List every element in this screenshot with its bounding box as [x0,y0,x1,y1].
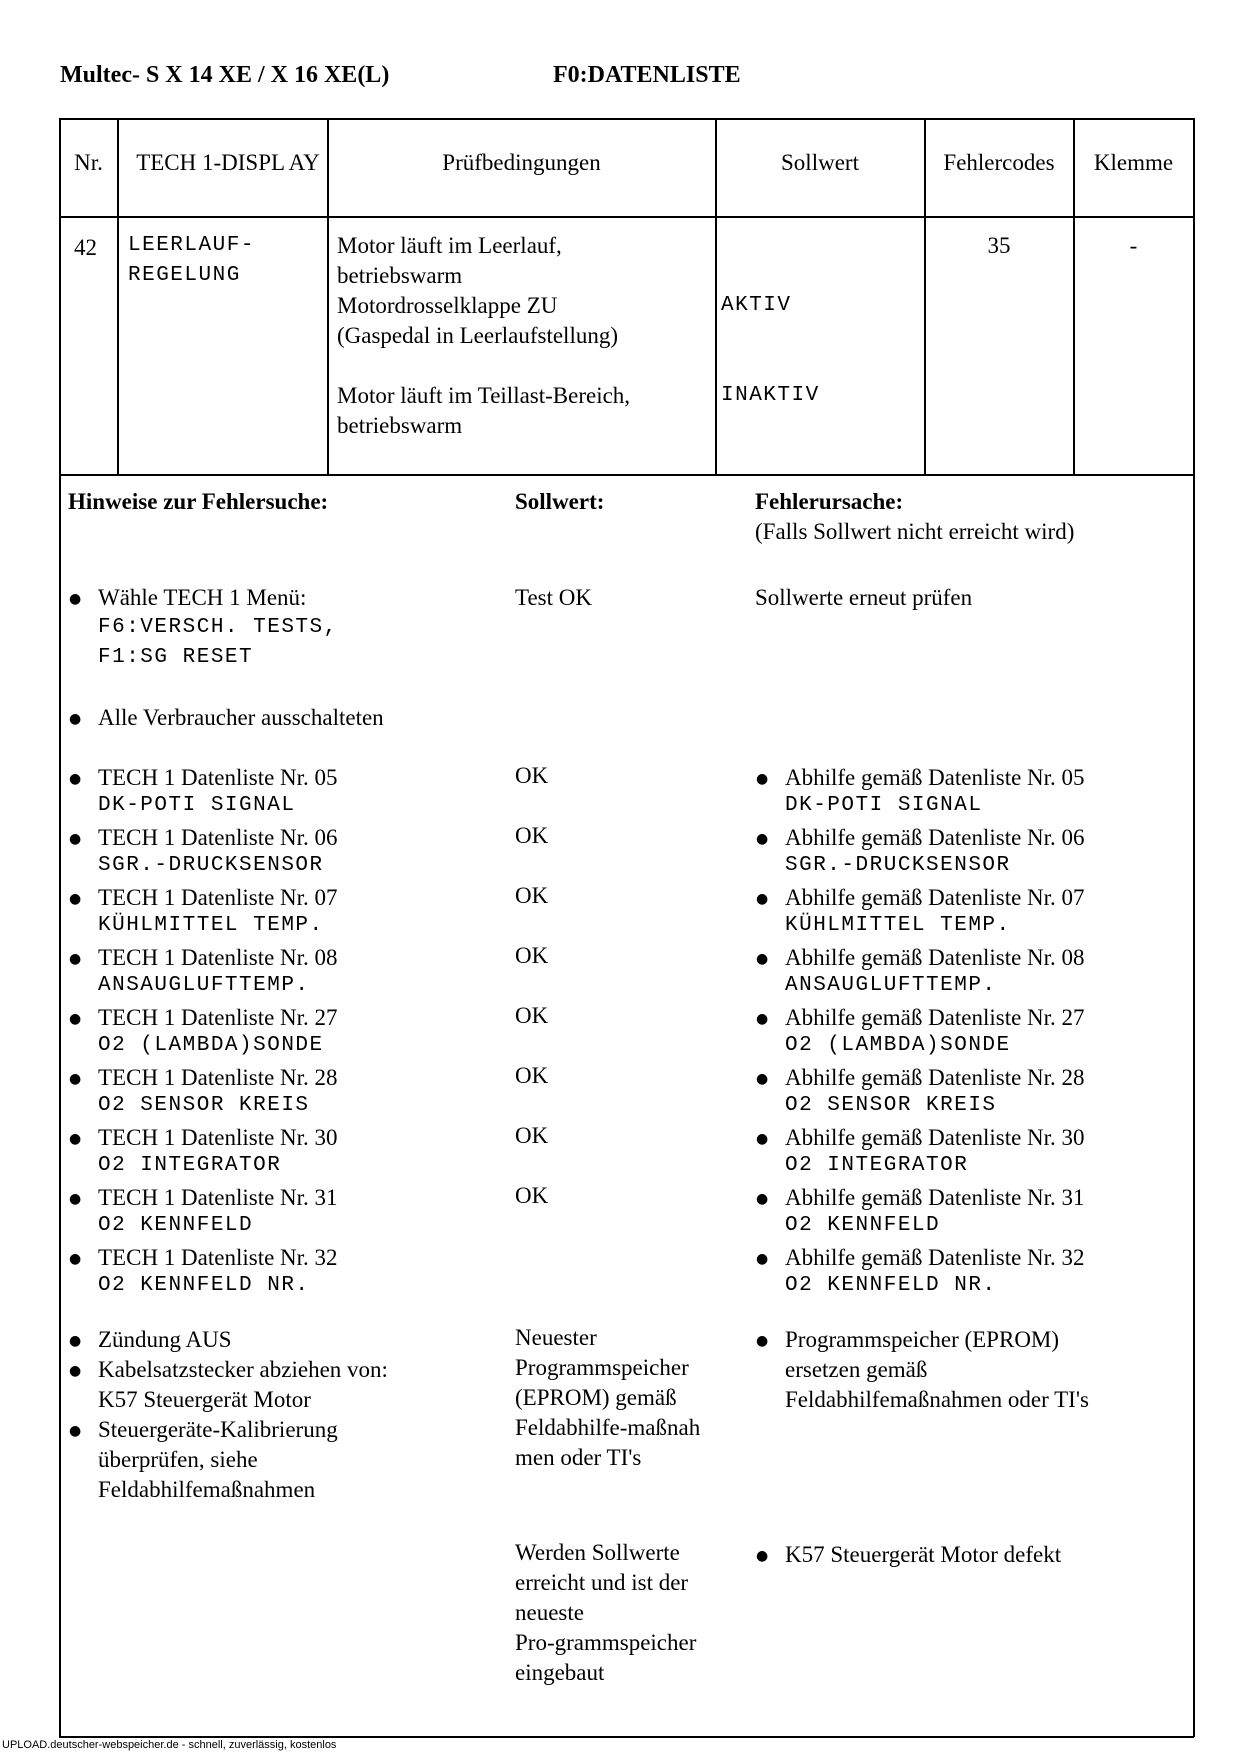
datalist-item-sollwert: OK [515,1063,549,1088]
bullet-icon: ● [756,771,769,787]
bullet-icon: ● [69,591,82,607]
datalist-item-label: TECH 1 Datenliste Nr. 31 [98,1185,338,1210]
document-title: Multec- S X 14 XE / X 16 XE(L) [60,62,390,88]
ignition-sollwert: Programmspeicher [515,1355,689,1380]
datalist-item-label: TECH 1 Datenliste Nr. 05 [98,765,338,790]
bullet-icon: ● [756,1011,769,1027]
section-title: F0:DATENLISTE [553,62,741,88]
condition-line: (Gaspedal in Leerlaufstellung) [337,323,618,348]
datalist-item-code: ANSAUGLUFTTEMP. [98,974,310,997]
ignition-sollwert: (EPROM) gemäß [515,1385,677,1410]
condition-line: Motor läuft im Leerlauf, [337,233,562,258]
ignition-step: K57 Steuergerät Motor [98,1387,311,1412]
datalist-item-code: O2 KENNFELD [98,1214,254,1237]
datalist-item-sollwert: OK [515,943,549,968]
row-display-line2: REGELUNG [128,264,241,287]
datalist-item-code: O2 SENSOR KREIS [98,1094,310,1117]
ignition-cause: Feldabhilfemaßnahmen oder TI's [785,1387,1089,1412]
final-sollwert: eingebaut [515,1660,605,1685]
final-sollwert: Pro-grammspeicher [515,1630,697,1655]
bullet-icon: ● [69,771,82,787]
bullet-icon: ● [69,951,82,967]
bullet-icon: ● [756,831,769,847]
sollwert-aktiv: AKTIV [721,294,792,317]
cause-subheader: (Falls Sollwert nicht erreicht wird) [755,519,1075,544]
datalist-item-code: O2 KENNFELD NR. [98,1274,310,1297]
menu-step-label: Wähle TECH 1 Menü: [98,585,307,610]
datalist-item-cause: Abhilfe gemäß Datenliste Nr. 07 [785,885,1085,910]
datalist-item-sollwert: OK [515,1003,549,1028]
datalist-item-cause-code: SGR.-DRUCKSENSOR [785,854,1011,877]
final-sollwert: Werden Sollwerte [515,1540,680,1565]
sollwert-header: Sollwert: [515,489,605,514]
cause-header: Fehlerursache: [755,489,904,514]
datalist-item-cause: Abhilfe gemäß Datenliste Nr. 06 [785,825,1085,850]
datalist-item-label: TECH 1 Datenliste Nr. 07 [98,885,338,910]
ignition-step: Zündung AUS [98,1327,232,1352]
final-sollwert: erreicht und ist der [515,1570,689,1595]
bullet-icon: ● [69,1191,82,1207]
bullet-icon: ● [69,891,82,907]
ignition-step: Feldabhilfemaßnahmen [98,1477,316,1502]
col-header-nr: Nr. [74,150,103,175]
datalist-item-cause-code: ANSAUGLUFTTEMP. [785,974,997,997]
ignition-cause: Programmspeicher (EPROM) [785,1327,1060,1352]
datalist-item-cause-code: O2 INTEGRATOR [785,1154,969,1177]
datalist-item-sollwert: OK [515,1183,549,1208]
condition-line: Motordrosselklappe ZU [337,293,558,318]
datalist-item-label: TECH 1 Datenliste Nr. 32 [98,1245,338,1270]
ignition-cause: ersetzen gemäß [785,1357,928,1382]
row-nr: 42 [74,235,97,260]
datalist-item-label: TECH 1 Datenliste Nr. 06 [98,825,338,850]
datalist-item-sollwert: OK [515,883,549,908]
ignition-step: Steuergeräte-Kalibrierung [98,1417,338,1442]
datalist-item-code: SGR.-DRUCKSENSOR [98,854,324,877]
ignition-sollwert: Feldabhilfe-maßnah [515,1415,701,1440]
datalist-item-cause: Abhilfe gemäß Datenliste Nr. 08 [785,945,1085,970]
datalist-item-cause: Abhilfe gemäß Datenliste Nr. 30 [785,1125,1085,1150]
datalist-item-cause-code: O2 KENNFELD NR. [785,1274,997,1297]
ignition-sollwert: men oder TI's [515,1445,642,1470]
ignition-step: Kabelsatzstecker abziehen von: [98,1357,388,1382]
bullet-icon: ● [69,1333,82,1349]
ignition-step: überprüfen, siehe [98,1447,258,1472]
datalist-item-code: DK-POTI SIGNAL [98,794,296,817]
bullet-icon: ● [756,1071,769,1087]
datalist-item-cause-code: O2 KENNFELD [785,1214,941,1237]
datalist-item-code: KÜHLMITTEL TEMP. [98,914,324,937]
bullet-icon: ● [69,831,82,847]
datalist-item-cause: Abhilfe gemäß Datenliste Nr. 27 [785,1005,1085,1030]
row-fehlercode: 35 [987,233,1011,258]
bullet-icon: ● [756,1333,769,1349]
bullet-icon: ● [756,1548,769,1564]
datalist-item-cause-code: KÜHLMITTEL TEMP. [785,914,1011,937]
datalist-item-cause: Abhilfe gemäß Datenliste Nr. 05 [785,765,1085,790]
bullet-icon: ● [756,1131,769,1147]
col-header-sollwert: Sollwert [781,150,859,175]
bullet-icon: ● [756,1191,769,1207]
menu-step-code: F6:VERSCH. TESTS, [98,616,338,639]
datalist-item-cause-code: O2 (LAMBDA)SONDE [785,1034,1011,1057]
col-header-display: TECH 1-DISPL AY [136,150,320,175]
datalist-item-sollwert: OK [515,1123,549,1148]
datalist-item-sollwert: OK [515,763,549,788]
datalist-item-cause: Abhilfe gemäß Datenliste Nr. 28 [785,1065,1085,1090]
row-klemme: - [1129,233,1138,258]
bullet-icon: ● [756,1251,769,1267]
datalist-item-code: O2 (LAMBDA)SONDE [98,1034,324,1057]
bullet-icon: ● [756,891,769,907]
condition-line: betriebswarm [337,413,463,438]
bullet-icon: ● [69,1363,82,1379]
datalist-item-cause: Abhilfe gemäß Datenliste Nr. 31 [785,1185,1085,1210]
bullet-icon: ● [69,1131,82,1147]
final-sollwert: neueste [515,1600,584,1625]
bullet-icon: ● [69,1251,82,1267]
datalist-item-label: TECH 1 Datenliste Nr. 28 [98,1065,338,1090]
bullet-icon: ● [69,1423,82,1439]
final-cause: K57 Steuergerät Motor defekt [785,1542,1062,1567]
datalist-item-label: TECH 1 Datenliste Nr. 08 [98,945,338,970]
bullet-icon: ● [69,711,82,727]
menu-step-cause: Sollwerte erneut prüfen [755,585,973,610]
datalist-item-cause-code: O2 SENSOR KREIS [785,1094,997,1117]
condition-line: Motor läuft im Teillast-Bereich, [337,383,631,408]
bullet-icon: ● [69,1011,82,1027]
bullet-icon: ● [69,1071,82,1087]
col-header-fehlercodes: Fehlercodes [943,150,1055,175]
ignition-sollwert: Neuester [515,1325,597,1350]
col-header-conditions: Prüfbedingungen [442,150,601,175]
datalist-item-code: O2 INTEGRATOR [98,1154,282,1177]
datalist-item-label: TECH 1 Datenliste Nr. 27 [98,1005,338,1030]
bullet-icon: ● [756,951,769,967]
sollwert-inaktiv: INAKTIV [721,384,820,407]
hints-header: Hinweise zur Fehlersuche: [68,489,329,514]
col-header-klemme: Klemme [1093,150,1174,175]
consumers-off: Alle Verbraucher ausschalteten [98,705,384,730]
footer-text: UPLOAD.deutscher-webspeicher.de - schnell, zuverlässig, kostenlos [2,1739,337,1751]
menu-step-sollwert: Test OK [515,585,592,610]
datalist-item-label: TECH 1 Datenliste Nr. 30 [98,1125,338,1150]
datalist-item-cause: Abhilfe gemäß Datenliste Nr. 32 [785,1245,1085,1270]
row-display-line1: LEERLAUF- [128,234,255,257]
datalist-item-cause-code: DK-POTI SIGNAL [785,794,983,817]
menu-step-code: F1:SG RESET [98,646,254,669]
condition-line: betriebswarm [337,263,463,288]
datalist-item-sollwert: OK [515,823,549,848]
